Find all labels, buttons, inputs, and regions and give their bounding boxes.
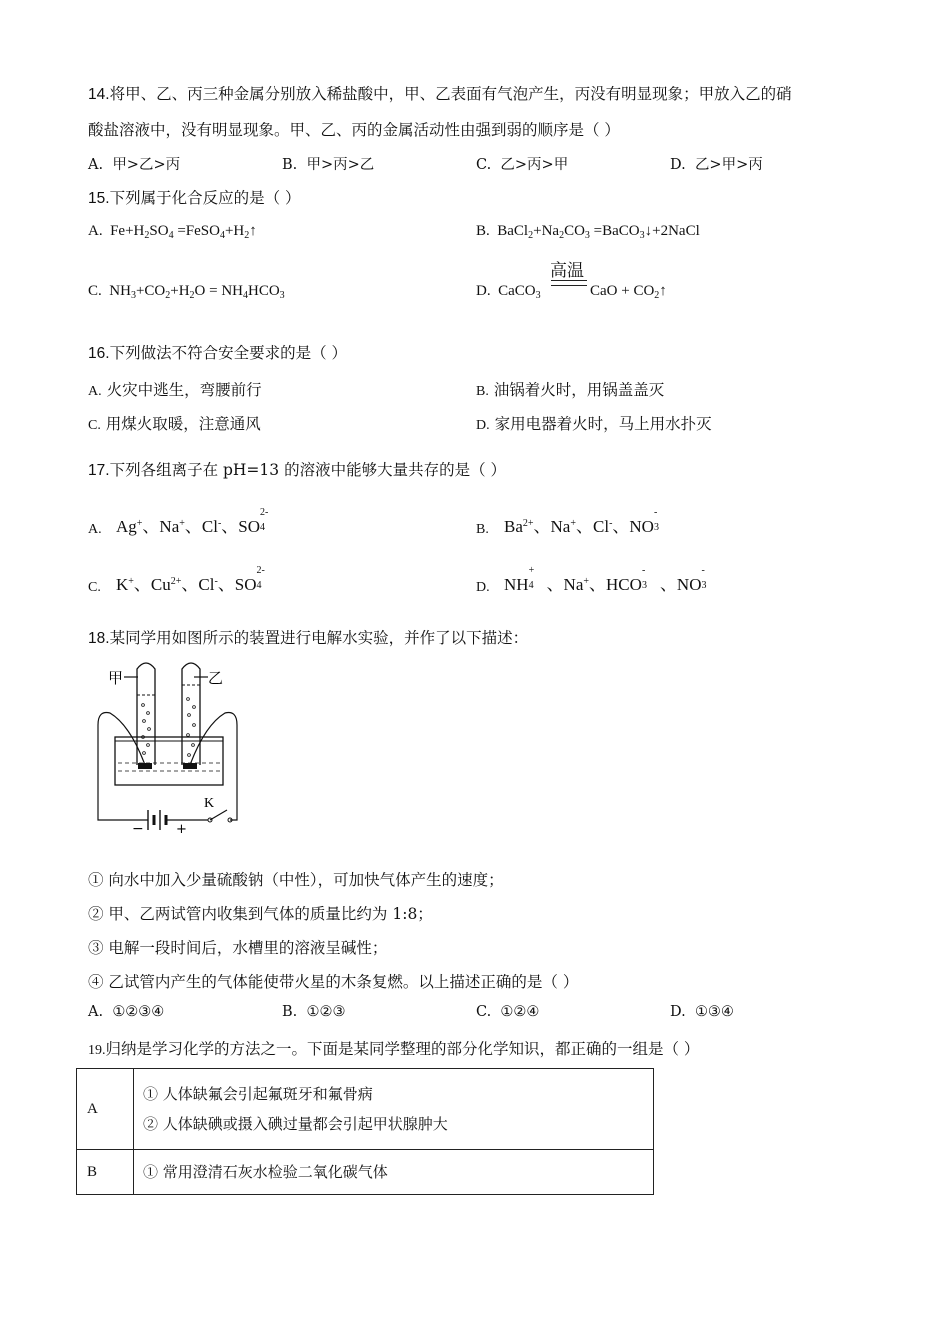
label-k: K	[204, 796, 215, 811]
q17-option-b-label: B.	[476, 522, 489, 537]
q18-statement-2: ② 甲、乙两试管内收集到气体的质量比约为 1:8；	[88, 905, 433, 923]
row-content-b	[134, 1150, 654, 1195]
q18-option-c: C. ①②④	[476, 1004, 540, 1020]
label-minus: −	[132, 821, 144, 837]
q15-option-d-products: CaO + $CO_2↑$	[590, 283, 667, 301]
row-key-b: B	[77, 1150, 134, 1195]
q17-option-a-label: A.	[88, 522, 102, 537]
row-content-a	[134, 1069, 654, 1150]
q18-statement-1: ① 向水中加入少量硫酸钠（中性），可加快气体产生的速度；	[88, 871, 504, 889]
q14-option-a: A. 甲>乙>丙	[88, 157, 181, 173]
q17-stem: 17.下列各组离子在 pH=13 的溶液中能够大量共存的是（ ）	[88, 461, 506, 479]
q16-stem: 16.下列做法不符合安全要求的是（ ）	[88, 344, 347, 362]
q17-option-c-ions: K+、$Cu^{2+}$、Cl-、SO 2- 4	[116, 565, 265, 594]
label-yi: 乙	[208, 669, 224, 687]
q14-line2: 酸盐溶液中，没有明显现象。甲、乙、丙的金属活动性由强到弱的顺序是（ ）	[88, 121, 620, 139]
q18-statement-4: ④ 乙试管内产生的气体能使带火星的木条复燃。以上描述正确的是（ ）	[88, 973, 579, 991]
q15-option-c: C. $NH_3+CO_2+H_2O = NH_4HCO_3$	[88, 283, 285, 301]
q17-option-d-ions: NH + 4 、Na+、HCO - 3 、NO - 3	[504, 565, 707, 594]
list-item: ① 常用澄清石灰水检验二氧化碳气体	[143, 1163, 388, 1181]
label-jia: 甲	[108, 669, 124, 687]
q18-statement-3: ③ 电解一段时间后，水槽里的溶液呈碱性；	[88, 939, 388, 957]
q14-line1: 14.将甲、乙、丙三种金属分别放入稀盐酸中，甲、乙表面有气泡产生，丙没有明显现象；甲放入乙的硝	[88, 85, 792, 103]
q15-equals-sign	[551, 280, 587, 286]
q16-option-d: D. 家用电器着火时，马上用水扑灭	[476, 415, 712, 433]
q16-option-c: C. 用煤火取暖，注意通风	[88, 415, 261, 433]
q14-option-b: B. 甲>丙>乙	[282, 157, 375, 173]
water-trough	[115, 737, 223, 785]
q19-knowledge-table	[76, 1068, 654, 1195]
table-row	[77, 1069, 654, 1150]
q16-option-b: B. 油锅着火时，用锅盖盖灭	[476, 381, 665, 399]
q18-option-b: B. ①②③	[282, 1004, 346, 1020]
row-key-a: A	[77, 1069, 134, 1150]
q17-option-c-label: C.	[88, 580, 101, 595]
q14-option-c: C. 乙>丙>甲	[476, 157, 569, 173]
q17-option-b-ions: $Ba^{2+}$、Na+、Cl-、NO - 3	[504, 507, 659, 536]
q14-option-d: D. 乙>甲>丙	[670, 157, 763, 173]
q17-option-a-ions: Ag+、Na+、Cl-、SO 2- 4	[116, 507, 269, 536]
q15-option-b: B. $BaCl_2+Na_2CO_3$ =BaCO$_3$↓+2NaCl	[476, 223, 700, 241]
list-item: ② 人体缺碘或摄入碘过量都会引起甲状腺肿大	[143, 1115, 448, 1133]
q17-option-d-label: D.	[476, 580, 490, 595]
list-item: ① 人体缺氟会引起氟斑牙和氟骨病	[143, 1085, 373, 1103]
q18-option-a: A. ①②③④	[88, 1004, 165, 1020]
tube-yi	[182, 663, 200, 765]
q15-option-a: A. $Fe+H_2SO_4$ $=FeSO_4+H_2↑$	[88, 223, 257, 241]
q19-stem: 19.归纳是学习化学的方法之一。下面是某同学整理的部分化学知识，都正确的一组是（ ）	[88, 1040, 700, 1058]
q18-option-d: D. ①③④	[670, 1004, 734, 1020]
electrolysis-apparatus-figure	[90, 655, 250, 845]
table-row	[77, 1150, 654, 1195]
q15-stem: 15.下列属于化合反应的是（ ）	[88, 189, 301, 207]
q16-option-a: A. 火灾中逃生，弯腰前行	[88, 381, 262, 399]
tube-jia	[137, 663, 155, 765]
label-plus: +	[176, 822, 187, 837]
q15-condition-high-temp: 高温	[550, 261, 584, 281]
q15-option-d: D. CaCO$_3$	[476, 283, 541, 301]
q18-stem: 18.某同学用如图所示的装置进行电解水实验，并作了以下描述：	[88, 629, 529, 647]
